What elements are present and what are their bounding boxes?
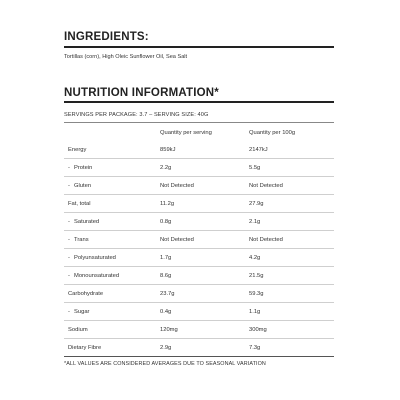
- sub-item-bullet: -: [68, 182, 70, 189]
- nutrient-name: Fat, total: [68, 200, 91, 207]
- per-100g-value: 59.3g: [249, 290, 264, 297]
- per-serving-value: 0.8g: [160, 218, 172, 225]
- nutrient-cell: [64, 303, 160, 321]
- ingredients-text: Tortillas (corn), High Oleic Sunflower Oil, Sea Salt: [64, 54, 188, 60]
- sub-item-bullet: -: [68, 164, 70, 171]
- per-100g-value: 4.2g: [249, 254, 261, 261]
- table-row: [64, 231, 334, 249]
- column-header-per-100g: Quantity per 100g: [249, 129, 296, 136]
- nutrient-cell: [64, 339, 160, 357]
- divider: [64, 356, 334, 357]
- nutrient-name: Saturated: [74, 218, 100, 225]
- divider: [64, 101, 334, 103]
- nutrient-cell: [64, 249, 160, 267]
- nutrient-cell: [64, 141, 160, 159]
- table-header-row: [64, 124, 334, 141]
- nutrient-cell: [64, 231, 160, 249]
- nutrient-cell: [64, 285, 160, 303]
- footnote: *ALL VALUES ARE CONSIDERED AVERAGES DUE TO SEASONAL VARIATION: [64, 361, 266, 367]
- per-serving-value: 11.2g: [160, 200, 175, 207]
- table-row: [64, 213, 334, 231]
- nutrient-name: Sodium: [68, 326, 88, 333]
- table-row: [64, 303, 334, 321]
- per-serving-value: 2.2g: [160, 164, 172, 171]
- sub-item-bullet: -: [68, 308, 70, 315]
- serving-info: SERVINGS PER PACKAGE: 3.7 – SERVING SIZE: 40G: [64, 112, 209, 118]
- per-100g-value: 1.1g: [249, 308, 261, 315]
- nutrient-cell: [64, 159, 160, 177]
- nutrient-name: Polyunsaturated: [74, 254, 116, 261]
- per-100g-value: 5.5g: [249, 164, 261, 171]
- divider: [64, 46, 334, 48]
- table-row: [64, 321, 334, 339]
- per-serving-value: Not Detected: [160, 182, 194, 189]
- nutrient-name: Monounsaturated: [74, 272, 120, 279]
- nutrient-name: Gluten: [74, 182, 92, 189]
- table-row: [64, 285, 334, 303]
- sub-item-bullet: -: [68, 254, 70, 261]
- nutrient-name: Dietary Fibre: [68, 344, 102, 351]
- per-100g-value: 2.1g: [249, 218, 261, 225]
- sub-item-bullet: -: [68, 236, 70, 243]
- nutrient-cell: [64, 321, 160, 339]
- nutrition-title: NUTRITION INFORMATION*: [64, 87, 219, 99]
- per-serving-value: 2.9g: [160, 344, 172, 351]
- table-row: [64, 159, 334, 177]
- nutrient-name: Trans: [74, 236, 89, 243]
- per-serving-value: 1.7g: [160, 254, 172, 261]
- nutrient-cell: [64, 177, 160, 195]
- per-100g-value: 27.9g: [249, 200, 264, 207]
- per-serving-value: 0.4g: [160, 308, 172, 315]
- per-100g-value: 21.5g: [249, 272, 264, 279]
- table-row: [64, 339, 334, 357]
- nutrient-cell: [64, 213, 160, 231]
- nutrient-name: Carbohydrate: [68, 290, 104, 297]
- ingredients-title: INGREDIENTS:: [64, 31, 149, 43]
- table-row: [64, 141, 334, 159]
- table-row: [64, 177, 334, 195]
- table-row: [64, 195, 334, 213]
- nutrition-table: [64, 124, 334, 356]
- divider: [64, 122, 334, 123]
- column-header-per-serving: Quantity per serving: [160, 129, 212, 136]
- column-header-nutrient: [64, 124, 160, 141]
- nutrient-name: Energy: [68, 146, 87, 153]
- nutrient-name: Protein: [74, 164, 93, 171]
- nutrient-cell: [64, 195, 160, 213]
- table-row: [64, 249, 334, 267]
- per-serving-value: 8.6g: [160, 272, 172, 279]
- per-serving-value: Not Detected: [160, 236, 194, 243]
- sub-item-bullet: -: [68, 272, 70, 279]
- per-100g-value: 7.3g: [249, 344, 261, 351]
- per-100g-value: Not Detected: [249, 236, 283, 243]
- nutrient-name: Sugar: [74, 308, 90, 315]
- per-serving-value: 120mg: [160, 326, 178, 333]
- nutrient-cell: [64, 267, 160, 285]
- per-100g-value: 2147kJ: [249, 146, 268, 153]
- per-serving-value: 859kJ: [160, 146, 176, 153]
- sub-item-bullet: -: [68, 218, 70, 225]
- per-serving-value: 23.7g: [160, 290, 175, 297]
- per-100g-value: 300mg: [249, 326, 267, 333]
- per-100g-value: Not Detected: [249, 182, 283, 189]
- table-row: [64, 267, 334, 285]
